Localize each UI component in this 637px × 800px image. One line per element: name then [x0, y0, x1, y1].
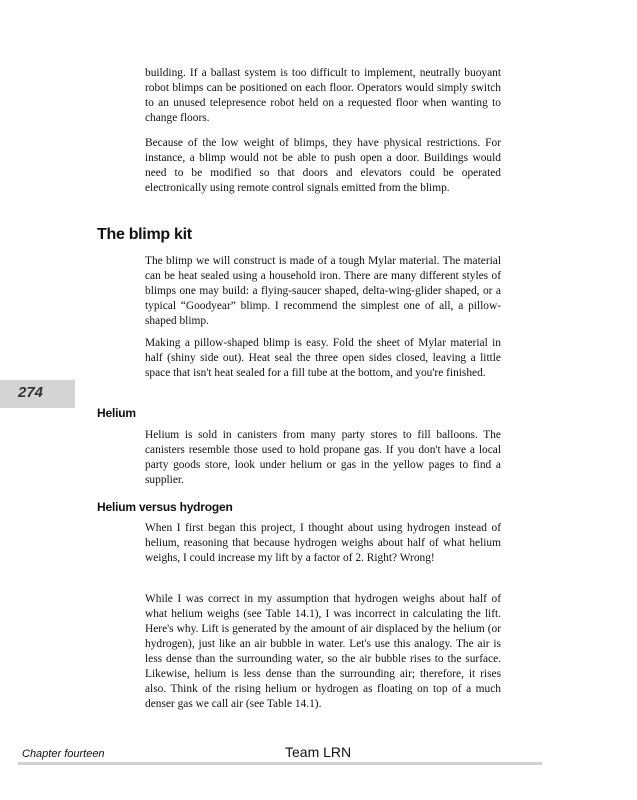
paragraph-mylar — [145, 254, 501, 329]
footer-rule — [18, 762, 542, 765]
heading-helium: Helium — [97, 406, 136, 420]
paragraph-text: While I was correct in my assumption that hydrogen weighs about half of what helium weighs (see Table 14.1), I was incorrect in calculating the lift. Here's why. Lift is generated by the amount of air displaced by the helium (or hydrogen), just like an air bubble in water. Let's use this analogy. The air is less dense than the surrounding water, so the air bubble rises to the surface. Likewise, helium is less dense than the surrounding air; therefore, it rises also. Think of the rising helium or hydrogen as floating on top of a much denser gas we call air (see Table 14.1). — [145, 593, 501, 710]
heading-helium-vs-hydrogen: Helium versus hydrogen — [97, 500, 233, 514]
page-number-tab — [0, 380, 75, 408]
paragraph-helium — [145, 428, 501, 488]
paragraph-restrictions — [145, 136, 501, 196]
paragraph-lift-explanation — [145, 592, 501, 712]
heading-blimp-kit: The blimp kit — [97, 226, 192, 243]
paragraph-text: Making a pillow-shaped blimp is easy. Fold the sheet of Mylar material in half (shiny side out). Heat seal the three open sides closed, leaving a little space that isn't heat sealed for a fill tube at the bottom, and you're finished. — [145, 337, 501, 379]
page-number: 274 — [18, 384, 44, 401]
paragraph-text: building. If a ballast system is too difficult to implement, neutrally buoyant robot blimps can be positioned on each floor. Operators would simply switch to an unused telepresence robot held on a requested floor when wanting to change floors. — [145, 67, 501, 124]
footer-center-text: Team LRN — [285, 744, 352, 760]
paragraph-text: The blimp we will construct is made of a tough Mylar material. The material can be heat sealed using a household iron. There are many different styles of blimps one may build: a flying-saucer shaped, delta-wing-glider shaped, or a typical “Goodyear” blimp. I recommend the simplest one of all, a pillow-shaped blimp. — [145, 255, 501, 327]
paragraph-ballast — [145, 66, 501, 126]
paragraph-hydrogen-intro — [145, 521, 501, 566]
paragraph-text: Helium is sold in canisters from many party stores to fill balloons. The canisters resemble those used to hold propane gas. If you don't have a local party goods store, look under helium or gas in the yellow pages to find a supplier. — [145, 429, 501, 486]
paragraph-pillow-blimp — [145, 336, 501, 381]
paragraph-text: Because of the low weight of blimps, they have physical restrictions. For instance, a blimp would not be able to push open a door. Buildings would need to be modified so that doors and elevators could be operated electronically using remote control signals emitted from the blimp. — [145, 137, 501, 194]
footer-chapter-label: Chapter fourteen — [22, 748, 105, 760]
paragraph-text: When I first began this project, I thought about using hydrogen instead of helium, reasoning that because hydrogen weighs about half of what helium weighs, I could increase my lift by a factor of 2. Right? Wrong! — [145, 522, 501, 564]
